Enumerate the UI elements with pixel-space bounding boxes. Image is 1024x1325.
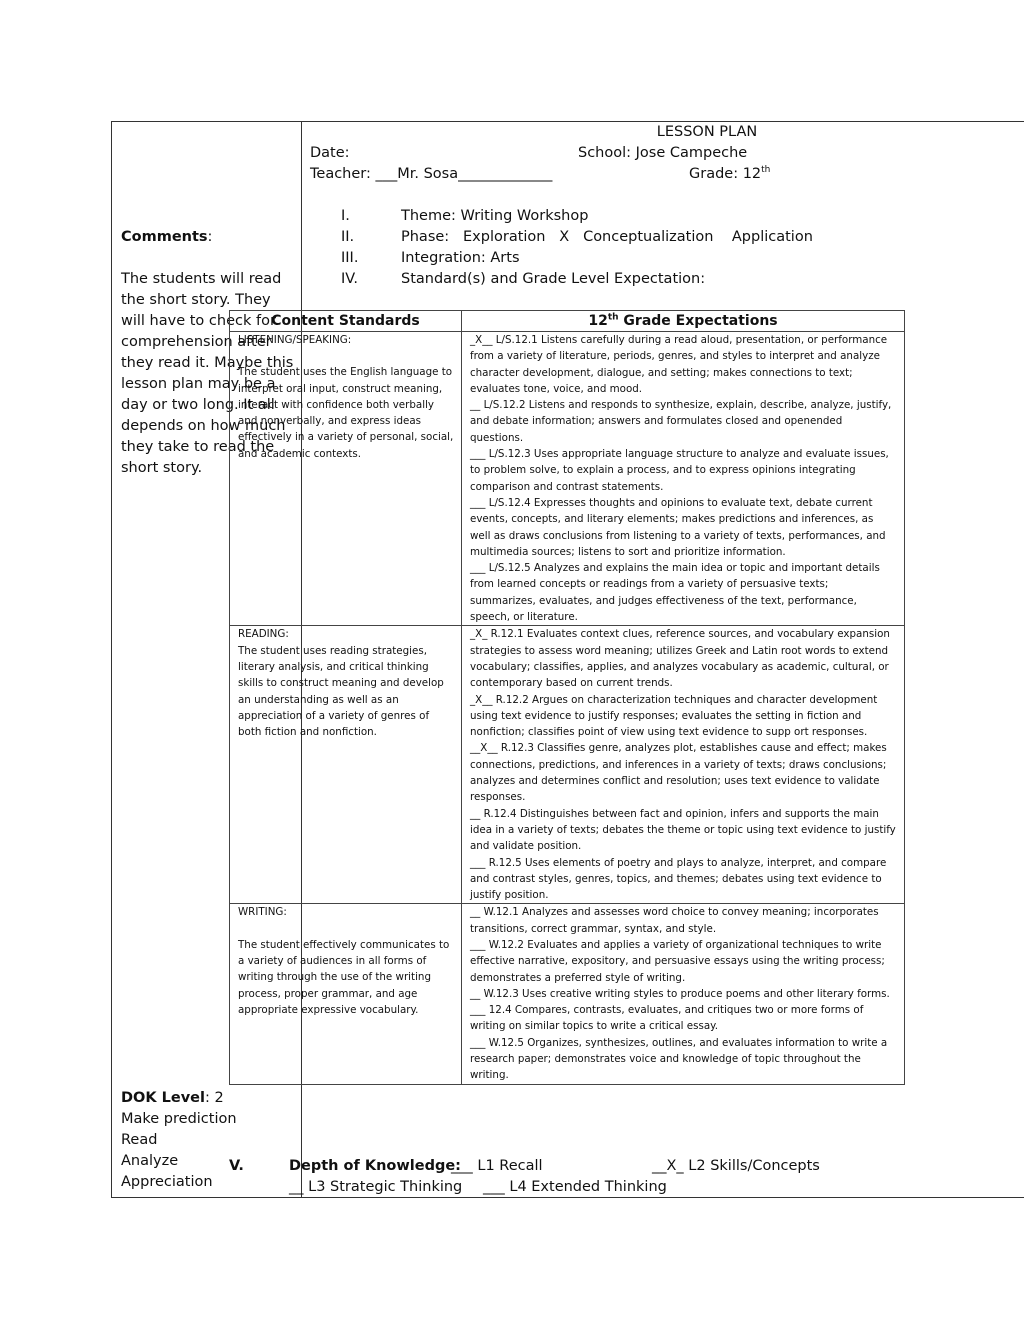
expectation-item: ___ 12.4 Compares, contrasts, evaluates, and critiques two or more forms of writing on similar topics to write a critical essay. bbox=[470, 1004, 864, 1033]
grade-superscript: th bbox=[761, 165, 771, 176]
expectations-cell bbox=[462, 332, 905, 626]
depth-heading: Depth of Knowledge: bbox=[289, 1158, 461, 1174]
expectation-item: ___ W.12.2 Evaluates and applies a variety of organizational techniques to write effective narrative, expository, and persuasive essays using the writing process; demonstrates a preferred style of writing. bbox=[470, 938, 885, 984]
dok-label: DOK Level bbox=[121, 1090, 205, 1106]
depth-of-knowledge bbox=[229, 1156, 1019, 1198]
expectation-item: ___ L/S.12.5 Analyzes and explains the main idea or topic and important details from learned concepts or readings from a variety of persuasive texts; summarizes, evaluates, and judges effectiveness of the text, performance, speech, or literature. bbox=[470, 562, 880, 624]
expectation-item: __ R.12.4 Distinguishes between fact and opinion, infers and supports the main idea in a variety of texts; debates the theme or topic using text evidence to justify and validate position. bbox=[470, 807, 896, 853]
depth-l2: __X_ L2 Skills/Concepts bbox=[652, 1158, 820, 1174]
outline-text: Phase: Exploration X Conceptualization Application bbox=[401, 229, 813, 245]
main-content bbox=[310, 122, 1024, 290]
standard-title: WRITING: bbox=[238, 906, 287, 919]
dok-heading bbox=[121, 1088, 296, 1109]
table-header-row bbox=[230, 311, 905, 332]
standard-cell bbox=[230, 904, 462, 1084]
expectation-item: ___ L/S.12.3 Uses appropriate language structure to analyze and evaluate issues, to problem solve, to explain a process, and to express opinions integrating comparison and contrast statements. bbox=[470, 448, 889, 493]
comments-colon: : bbox=[207, 229, 213, 245]
expectations-cell bbox=[462, 626, 905, 904]
header-grade-number: 12 bbox=[588, 313, 608, 329]
teacher-grade-row bbox=[310, 164, 1024, 185]
outline-item bbox=[310, 227, 1024, 248]
table-row bbox=[230, 626, 905, 904]
expectation-item: __X__ R.12.3 Classifies genre, analyzes plot, establishes cause and effect; makes connections, predictions, and inferences in a variety of texts; draws conclusions; analyzes and determines conflict and resolution; uses text evidence to validate responses. bbox=[470, 742, 887, 804]
outline-number: II. bbox=[341, 229, 355, 245]
standard-body: The student uses the English language to interpret oral input, construct meaning, interact with confidence both verbally and nonverbally, and express ideas effectively in a variety of personal, social, and academic contexts. bbox=[238, 366, 454, 460]
date-label: Date: bbox=[310, 145, 350, 161]
comments-label: Comments bbox=[121, 229, 208, 245]
standard-title: READING: bbox=[238, 628, 289, 641]
standard-cell bbox=[230, 626, 462, 904]
content-standards-header: Content Standards bbox=[230, 311, 462, 332]
date-school-row bbox=[310, 143, 1024, 164]
standard-body: The student effectively communicates to a variety of audiences in all forms of writing through the use of the writing process, proper grammar, and age appropriate expressive vocabulary. bbox=[238, 938, 450, 1016]
outline-number: III. bbox=[341, 250, 359, 266]
dok-item: Appreciation bbox=[121, 1174, 213, 1190]
dok-value: : 2 bbox=[204, 1090, 224, 1106]
outline-item bbox=[310, 269, 1024, 290]
outline-text: Integration: Arts bbox=[401, 250, 520, 266]
standard-cell bbox=[230, 332, 462, 626]
standard-body: The student uses reading strategies, literary analysis, and critical thinking skills to construct meaning and develop an understanding as well as an appreciation of a variety of genres of both fiction and nonfiction. bbox=[238, 644, 444, 739]
dok-item: Make prediction bbox=[121, 1111, 237, 1127]
dok-item: Read bbox=[121, 1132, 158, 1148]
outline-item bbox=[310, 206, 1024, 227]
depth-l4: ___ L4 Extended Thinking bbox=[483, 1179, 667, 1195]
depth-l3: __ L3 Strategic Thinking bbox=[289, 1179, 463, 1195]
table-row bbox=[230, 332, 905, 626]
school-name: School: Jose Campeche bbox=[578, 145, 748, 161]
expectation-item: __ W.12.3 Uses creative writing styles to produce poems and other literary forms. bbox=[470, 987, 890, 1000]
comments-heading bbox=[121, 227, 296, 248]
depth-number: V. bbox=[229, 1158, 244, 1174]
expectations-cell bbox=[462, 904, 905, 1084]
outline-text: Standard(s) and Grade Level Expectation: bbox=[401, 271, 706, 287]
outline-text: Theme: Writing Workshop bbox=[401, 208, 589, 224]
header-grade-text: Grade Expectations bbox=[618, 313, 778, 329]
spacer bbox=[238, 348, 454, 364]
outline-item bbox=[310, 248, 1024, 269]
spacer bbox=[121, 248, 296, 269]
outline-list bbox=[310, 206, 1024, 290]
page-title: LESSON PLAN bbox=[656, 124, 758, 140]
grade-level bbox=[689, 164, 770, 185]
expectation-item: ___ L/S.12.4 Expresses thoughts and opinions to evaluate text, debate current events, concepts, and literary elements; makes predictions and inferences, as well as draws conclusions from listening to a variety of texts, performances, and multimedia sources; listens to sort and prioritize information. bbox=[470, 496, 886, 558]
expectation-item: __ L/S.12.2 Listens and responds to synthesize, explain, describe, analyze, justify, and debate information; answers and formulates closed and openended questions. bbox=[470, 399, 892, 444]
header-grade-superscript: th bbox=[607, 312, 619, 323]
expectation-item: _X_ R.12.1 Evaluates context clues, reference sources, and vocabulary expansion strategies to assess word meaning; utilizes Greek and Latin root words to extend vocabulary; classifies, applies, and analyzes vocabulary as academic, cultural, or contemporary based on current trends. bbox=[470, 628, 890, 690]
standard-title: LISTENING/SPEAKING: bbox=[238, 334, 352, 346]
grade-expectations-header bbox=[462, 311, 905, 332]
standards-table bbox=[229, 310, 905, 1085]
expectation-item: ___ R.12.5 Uses elements of poetry and plays to analyze, interpret, and compare and contrast styles, genres, topics, and themes; debates using text evidence to justify position. bbox=[470, 856, 887, 902]
dok-item: Analyze bbox=[121, 1153, 179, 1169]
teacher-name: Teacher: ___Mr. Sosa_____________ bbox=[310, 166, 553, 182]
grade-text: Grade: 12 bbox=[689, 166, 762, 182]
table-row bbox=[230, 904, 905, 1084]
expectation-item: ___ W.12.5 Organizes, synthesizes, outlines, and evaluates information to write a research paper; demonstrates voice and knowledge of topic throughout the writing. bbox=[470, 1036, 888, 1082]
depth-l1: ___ L1 Recall bbox=[451, 1158, 543, 1174]
expectation-item: _X__ R.12.2 Argues on characterization techniques and character development using text evidence to justify responses; evaluates the setting in fiction and nonfiction; classifies point of view using text evidence to supp ort responses. bbox=[470, 693, 878, 739]
spacer bbox=[238, 921, 454, 937]
comments-text: The students will read the short story. They will have to check for comprehension after they read it. Maybe this lesson plan may be a day or two long. It all depends on how much they take to read the short story. bbox=[121, 271, 294, 476]
outline-number: IV. bbox=[341, 271, 358, 287]
outline-number: I. bbox=[341, 208, 350, 224]
expectation-item: _X__ L/S.12.1 Listens carefully during a read aloud, presentation, or performance from a variety of literature, periods, genres, and styles to interpret and analyze character development, dialogue, and setting; makes connections to text; evaluates tone, voice, and mood. bbox=[470, 334, 888, 395]
expectation-item: __ W.12.1 Analyzes and assesses word choice to convey meaning; incorporates transitions, correct grammar, syntax, and style. bbox=[470, 906, 879, 935]
